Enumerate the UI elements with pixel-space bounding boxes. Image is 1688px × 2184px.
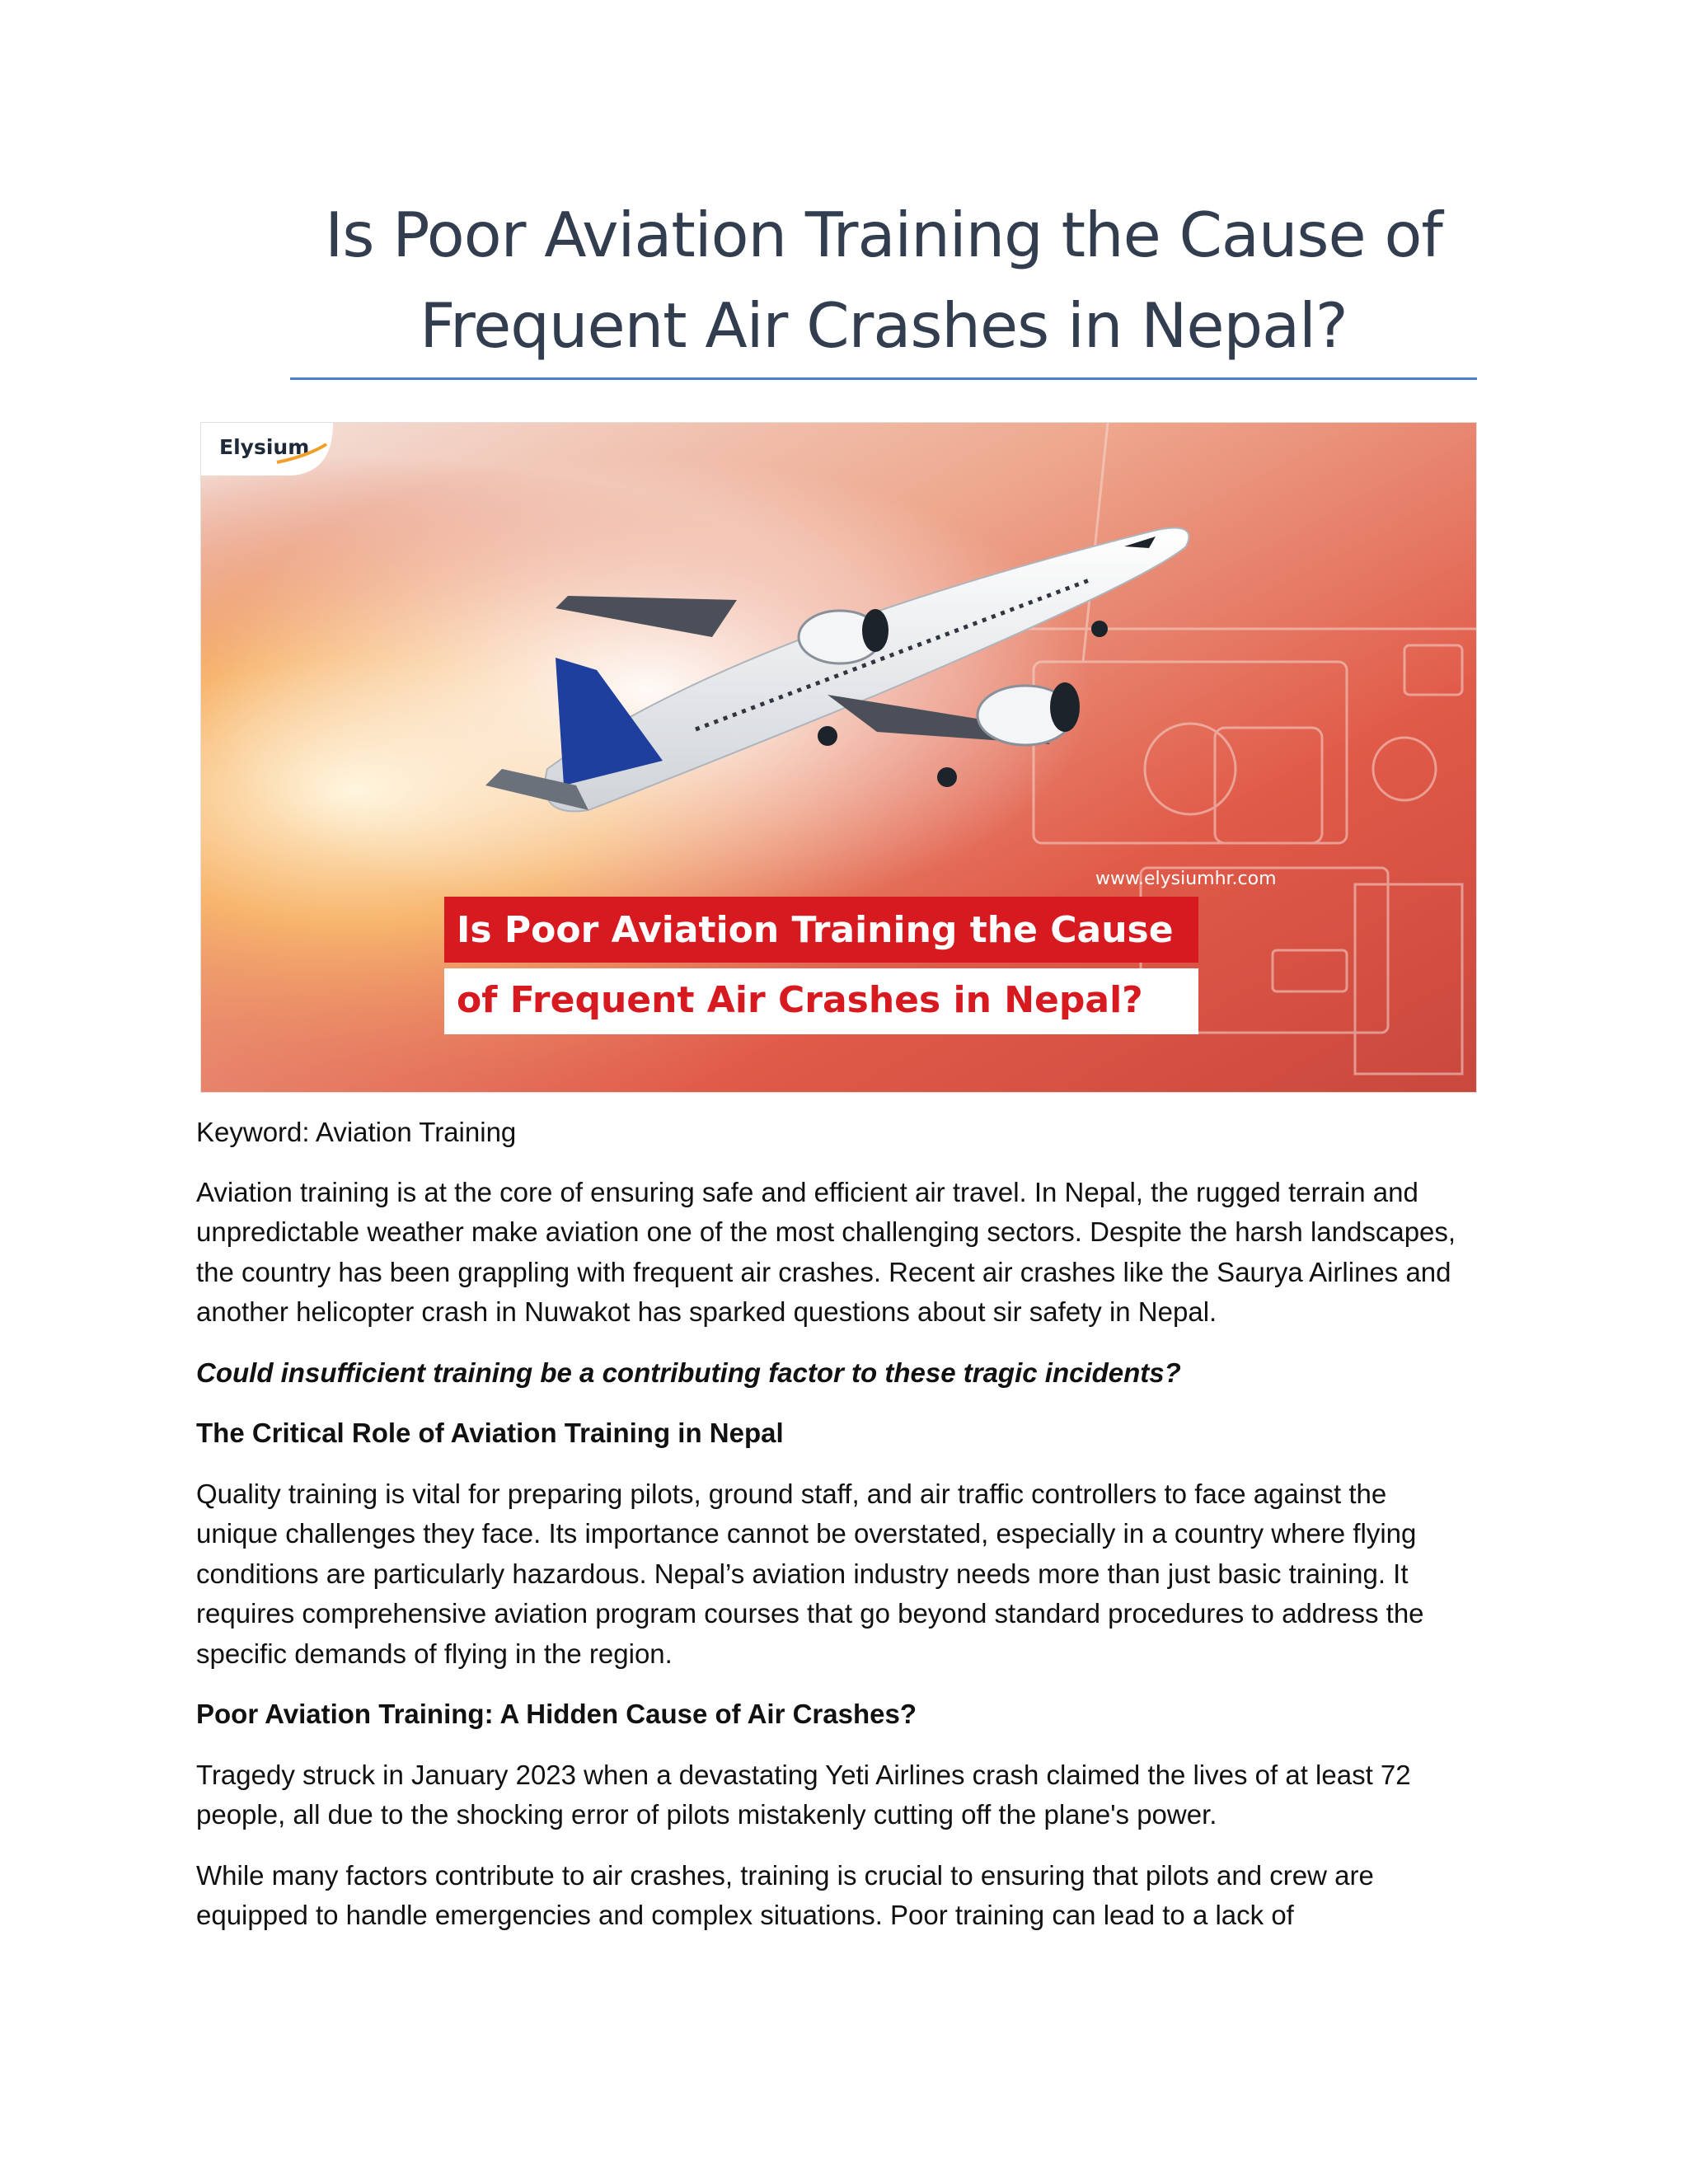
caption-line-2: of Frequent Air Crashes in Nepal?	[457, 979, 1143, 1021]
document-title	[290, 190, 1477, 371]
logo	[201, 423, 333, 476]
caption-line-1: Is Poor Aviation Training the Cause	[457, 909, 1174, 951]
paragraph-1	[196, 1474, 1482, 1675]
title-line-2: Frequent Air Crashes in Nepal?	[420, 289, 1348, 362]
para2-line-2: people, all due to the shocking error of pilots mistakenly cutting off the plane's power.	[196, 1799, 1217, 1830]
para1-line-5: specific demands of flying in the region.	[196, 1638, 673, 1669]
intro-line-1: Aviation training is at the core of ensuring safe and efficient air travel. In Nepal, the rugged terrain and	[196, 1176, 1418, 1207]
section-heading-1: The Critical Role of Aviation Training in Nepal	[196, 1418, 784, 1448]
title-underline	[290, 377, 1477, 380]
title-line-1: Is Poor Aviation Training the Cause of	[325, 199, 1442, 271]
para1-line-1: Quality training is vital for preparing pilots, ground staff, and air traffic controllers to face against the	[196, 1478, 1387, 1509]
intro-line-2: unpredictable weather make aviation one of the most challenging sectors. Despite the harsh landscapes,	[196, 1216, 1456, 1247]
article-banner-image	[200, 422, 1477, 1093]
section-heading-2: Poor Aviation Training: A Hidden Cause of Air Crashes?	[196, 1699, 917, 1729]
para1-line-4: requires comprehensive aviation program courses that go beyond standard procedures to address the	[196, 1598, 1424, 1629]
paragraph-2	[196, 1755, 1482, 1835]
intro-line-3: the country has been grappling with frequent air crashes. Recent air crashes like the Saurya Airlines and	[196, 1256, 1451, 1287]
para1-line-2: unique challenges they face. Its importance cannot be overstated, especially in a country where flying	[196, 1518, 1417, 1549]
intro-line-4: another helicopter crash in Nuwakot has sparked questions about sir safety in Nepal.	[196, 1296, 1217, 1327]
para1-line-3: conditions are particularly hazardous. Nepal’s aviation industry needs more than just basic training. It	[196, 1558, 1409, 1589]
logo-text: Elysium	[219, 435, 310, 459]
para3-line-2: equipped to handle emergencies and complex situations. Poor training can lead to a lack of	[196, 1900, 1294, 1930]
question-line: Could insufficient training be a contributing factor to these tragic incidents?	[196, 1357, 1181, 1388]
paragraph-3	[196, 1856, 1482, 1936]
para3-line-1: While many factors contribute to air crashes, training is crucial to ensuring that pilots and crew are	[196, 1859, 1374, 1891]
article-body	[196, 1113, 1482, 1957]
keyword-line: Keyword: Aviation Training	[196, 1117, 517, 1147]
intro-paragraph	[196, 1173, 1482, 1333]
website-text: www.elysiumhr.com	[1095, 869, 1277, 889]
para2-line-1: Tragedy struck in January 2023 when a devastating Yeti Airlines crash claimed the lives of at least 72	[196, 1759, 1411, 1790]
